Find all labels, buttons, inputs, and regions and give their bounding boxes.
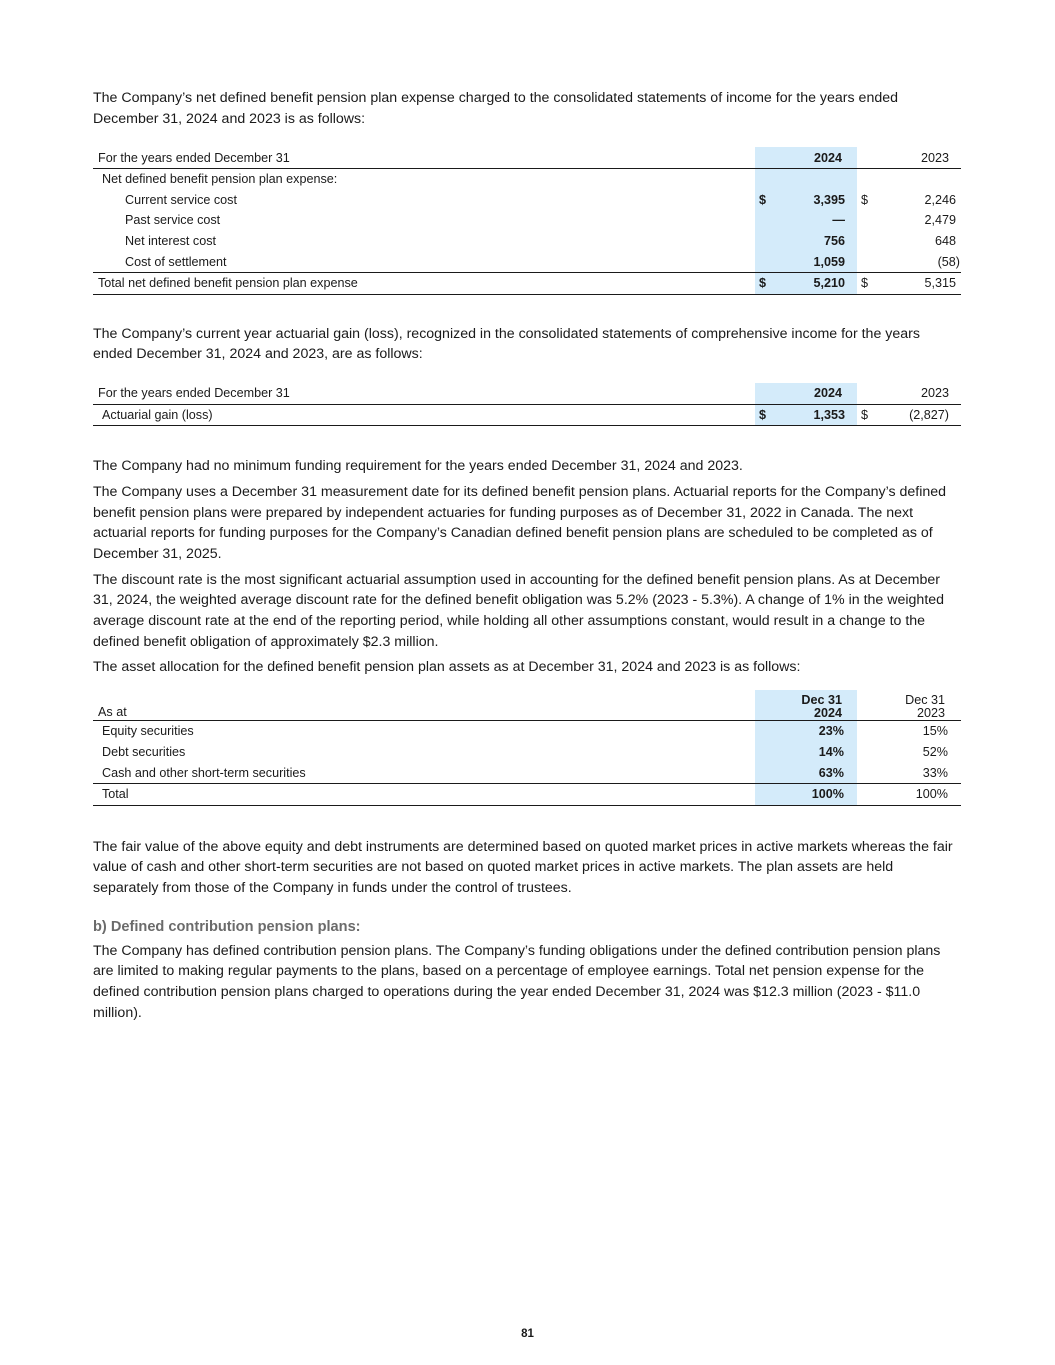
currency-2023: $ [857, 272, 873, 294]
header-2024 [771, 690, 857, 721]
expense-table [93, 147, 961, 294]
header-2024: 2024 [771, 383, 857, 404]
fair-value-paragraph: The fair value of the above equity and debt instruments are determined based on quoted market prices in active markets whereas the fair value of cash and other short-term securities are not based on quoted market prices in active markets. The plan assets are held separately from those of the Company in funds under the control of trustees. [93, 838, 953, 896]
currency-2023 [857, 251, 873, 272]
section-row [93, 169, 961, 190]
allocation-table-header [93, 690, 961, 721]
total-row [93, 272, 961, 294]
table-row [93, 210, 961, 231]
currency-2024 [755, 251, 771, 272]
value-2024: 14% [771, 742, 857, 763]
value-2023: (2,827) [873, 404, 961, 426]
row-label: Net interest cost [125, 234, 216, 249]
table-row [93, 251, 961, 272]
table-row [93, 742, 961, 763]
total-2023: 5,315 [873, 272, 961, 294]
dc-paragraph: The Company has defined contribution pension plans. The Company’s funding obligations under the defined contribution pension plans are limited to making regular payments to the plans, based on a percentage of employee earnings. Total net pension expense for the defined contribution pension plans charged to operations during the year ended December 31, 2024 was $12.3 million (2023 - $11.0 million). [93, 942, 941, 1021]
table-row [93, 721, 961, 742]
row-label: Cost of settlement [125, 254, 227, 269]
header-2023-line1: Dec 31 [905, 693, 945, 708]
currency-2023: $ [861, 192, 869, 207]
value-2024: 23% [771, 721, 857, 742]
total-2024: 100% [771, 783, 857, 805]
header-2024-line2: 2024 [813, 706, 842, 721]
table-row [93, 190, 961, 211]
value-2024: — [771, 210, 857, 231]
row-label: Past service cost [125, 213, 221, 228]
header-label: For the years ended December 31 [93, 383, 755, 404]
header-2023-line2: 2023 [916, 706, 945, 721]
discount-paragraph: The discount rate is the most significant actuarial assumption used in accounting for the defined benefit pension plans. As at December 31, 2024, the weighted average discount rate for the defined benefit obligation was 5.2% (2023 - 5.3%). A change of 1% in the weighted average discount rate at the end of the reporting period, while holding all other assumptions constant, would result in a change to the defined benefit obligation of approximately $2.3 million. [93, 571, 945, 650]
currency-2023: $ [857, 404, 873, 426]
table-row [93, 404, 961, 426]
value-2024: 1,059 [771, 251, 857, 272]
funding-paragraph: The Company had no minimum funding requirement for the years ended December 31, 2024 and 2023. [93, 458, 743, 475]
value-2023: 2,246 [924, 192, 956, 207]
measurement-paragraph: The Company uses a December 31 measurement date for its defined benefit pension plans. Actuarial reports for the Company’s defined benefit pension plans were prepared by independent actuaries for funding purposes as of December 31, 2022 in Canada. The next actuarial reports for funding purposes for the Company’s Canadian defined benefit pension plans are scheduled to be completed as of December 31, 2025. [93, 483, 947, 562]
total-row [93, 783, 961, 805]
allocation-table [93, 690, 961, 805]
row-label: Debt securities [102, 745, 186, 760]
page-content [93, 88, 961, 1023]
value-2023: 648 [934, 234, 956, 249]
section-heading-dc: b) Defined contribution pension plans: [93, 918, 361, 935]
row-label: Current service cost [125, 192, 237, 207]
header-label: As at [93, 690, 755, 721]
header-2024: 2024 [771, 147, 857, 168]
value-2023: 52% [922, 745, 948, 760]
currency-2024 [755, 210, 771, 231]
row-label: Actuarial gain (loss) [93, 404, 755, 426]
currency-2023 [857, 210, 873, 231]
value-2023: (58) [937, 254, 960, 269]
currency-2023 [857, 231, 873, 252]
row-label: Cash and other short-term securities [102, 765, 306, 780]
total-2023: 100% [873, 783, 961, 805]
table-row [93, 231, 961, 252]
expense-table-header [93, 147, 961, 168]
value-2024: 3,395 [771, 190, 857, 211]
header-2023: 2023 [873, 147, 961, 168]
currency-2024 [755, 231, 771, 252]
value-2024: 63% [771, 762, 857, 783]
total-2024: 5,210 [771, 272, 857, 294]
value-2023: 2,479 [924, 213, 956, 228]
header-2023: 2023 [873, 383, 961, 404]
total-label: Total [93, 783, 755, 805]
value-2023: 33% [922, 765, 948, 780]
header-2023 [873, 690, 961, 721]
actuarial-table [93, 383, 961, 426]
section-label: Net defined benefit pension plan expense: [102, 172, 338, 187]
currency-2024: $ [755, 190, 771, 211]
currency-2024: $ [755, 272, 771, 294]
intro-expense-paragraph: The Company’s net defined benefit pension plan expense charged to the consolidated statements of income for the years ended December 31, 2024 and 2023 is as follows: [93, 90, 899, 127]
currency-2024: $ [755, 404, 771, 426]
allocation-paragraph: The asset allocation for the defined benefit pension plan assets as at December 31, 2024 and 2023 is as follows: [93, 659, 801, 676]
value-2023: 15% [922, 724, 948, 739]
header-label: For the years ended December 31 [93, 147, 755, 168]
row-label: Equity securities [102, 724, 194, 739]
table-row [93, 762, 961, 783]
header-2024-line1: Dec 31 [801, 693, 842, 708]
value-2024: 756 [771, 231, 857, 252]
page-number: 81 [521, 1328, 534, 1340]
intro-actuarial-paragraph: The Company’s current year actuarial gain (loss), recognized in the consolidated statements of comprehensive income for the years ended December 31, 2024 and 2023, are as follows: [93, 325, 920, 363]
value-2024: 1,353 [771, 404, 857, 426]
total-label: Total net defined benefit pension plan expense [93, 272, 755, 294]
actuarial-table-header [93, 383, 961, 404]
